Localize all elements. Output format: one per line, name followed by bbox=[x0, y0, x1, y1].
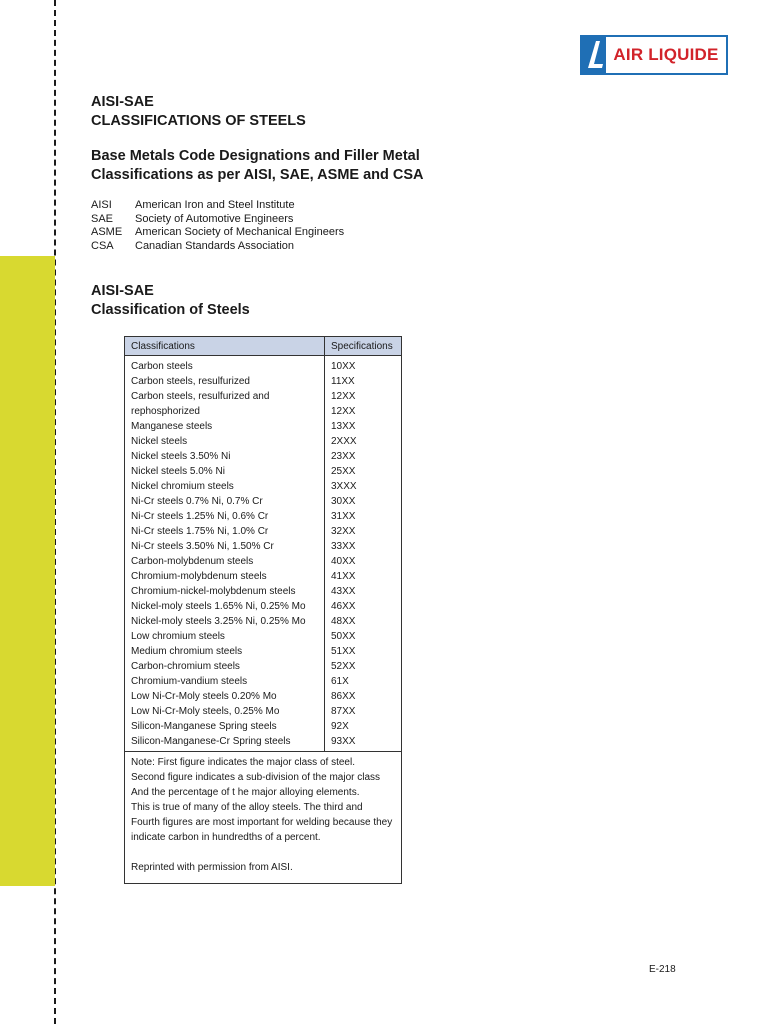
classification-cell: Carbon-chromium steels bbox=[125, 659, 325, 674]
specification-cell: 43XX bbox=[325, 584, 402, 599]
table-row bbox=[125, 704, 402, 719]
specification-cell: 41XX bbox=[325, 569, 402, 584]
table-row bbox=[125, 374, 402, 389]
classification-cell: Silicon-Manganese Spring steels bbox=[125, 719, 325, 734]
classification-cell: Low chromium steels bbox=[125, 629, 325, 644]
abbreviation-code: AISI bbox=[91, 199, 112, 211]
classification-cell: Low Ni-Cr-Moly steels 0.20% Mo bbox=[125, 689, 325, 704]
note-line: Reprinted with permission from AISI. bbox=[131, 862, 293, 873]
specification-cell: 30XX bbox=[325, 494, 402, 509]
section-title-line2: Classification of Steels bbox=[91, 302, 250, 318]
specification-cell: 23XX bbox=[325, 449, 402, 464]
classification-cell: Chromium-molybdenum steels bbox=[125, 569, 325, 584]
classification-cell: Nickel-moly steels 3.25% Ni, 0.25% Mo bbox=[125, 614, 325, 629]
note-line: And the percentage of t he major alloying elements. bbox=[131, 787, 360, 798]
classification-cell: Ni-Cr steels 1.25% Ni, 0.6% Cr bbox=[125, 509, 325, 524]
classification-cell: Chromium-vandium steels bbox=[125, 674, 325, 689]
specification-cell: 86XX bbox=[325, 689, 402, 704]
main-title-line2: CLASSIFICATIONS OF STEELS bbox=[91, 113, 306, 129]
specification-cell: 11XX bbox=[325, 374, 402, 389]
table-row bbox=[125, 674, 402, 689]
specification-cell: 61X bbox=[325, 674, 402, 689]
table-row bbox=[125, 479, 402, 494]
classification-cell: Carbon-molybdenum steels bbox=[125, 554, 325, 569]
specification-cell: 2XXX bbox=[325, 434, 402, 449]
specification-cell: 93XX bbox=[325, 734, 402, 752]
table-row bbox=[125, 554, 402, 569]
side-color-band bbox=[0, 256, 55, 886]
table-row bbox=[125, 614, 402, 629]
table-row bbox=[125, 356, 402, 375]
header-specifications: Specifications bbox=[325, 337, 402, 356]
header-classifications: Classifications bbox=[125, 337, 325, 356]
classification-cell: Nickel steels 3.50% Ni bbox=[125, 449, 325, 464]
subtitle-line1: Base Metals Code Designations and Filler Metal bbox=[91, 148, 420, 164]
note-line: indicate carbon in hundredths of a percent. bbox=[131, 832, 321, 843]
note-row bbox=[125, 752, 402, 884]
specification-cell: 52XX bbox=[325, 659, 402, 674]
note-line: Fourth figures are most important for welding because they bbox=[131, 817, 393, 828]
table-row bbox=[125, 539, 402, 554]
classification-cell: Manganese steels bbox=[125, 419, 325, 434]
classification-cell: Medium chromium steels bbox=[125, 644, 325, 659]
table-row bbox=[125, 569, 402, 584]
table-row bbox=[125, 629, 402, 644]
abbreviation-row bbox=[91, 240, 344, 254]
abbreviation-name: American Society of Mechanical Engineers bbox=[135, 226, 345, 239]
specification-cell: 50XX bbox=[325, 629, 402, 644]
table-note bbox=[125, 752, 402, 884]
note-line: Note: First figure indicates the major class of steel. bbox=[131, 757, 355, 768]
table-row bbox=[125, 689, 402, 704]
table-row bbox=[125, 434, 402, 449]
classification-cell: Carbon steels, resulfurized and bbox=[125, 389, 325, 404]
abbreviation-code: CSA bbox=[91, 240, 114, 253]
classification-cell: Ni-Cr steels 3.50% Ni, 1.50% Cr bbox=[125, 539, 325, 554]
specification-cell: 51XX bbox=[325, 644, 402, 659]
specification-cell: 13XX bbox=[325, 419, 402, 434]
classification-cell: Low Ni-Cr-Moly steels, 0.25% Mo bbox=[125, 704, 325, 719]
table-row bbox=[125, 734, 402, 752]
classification-cell: Nickel chromium steels bbox=[125, 479, 325, 494]
classification-cell: Carbon steels, resulfurized bbox=[125, 374, 325, 389]
specification-cell: 31XX bbox=[325, 509, 402, 524]
air-liquide-logo-mark-icon bbox=[580, 35, 606, 75]
classification-cell: Nickel-moly steels 1.65% Ni, 0.25% Mo bbox=[125, 599, 325, 614]
main-title-line1: AISI-SAE bbox=[91, 94, 154, 110]
specification-cell: 48XX bbox=[325, 614, 402, 629]
section-title-line1: AISI-SAE bbox=[91, 283, 154, 299]
logo-text: AIR LIQUIDE bbox=[606, 35, 728, 75]
abbreviation-name: Society of Automotive Engineers bbox=[135, 212, 294, 225]
specification-cell: 10XX bbox=[325, 356, 402, 375]
classification-cell: Nickel steels 5.0% Ni bbox=[125, 464, 325, 479]
table-row bbox=[125, 599, 402, 614]
specification-cell: 25XX bbox=[325, 464, 402, 479]
subtitle-line2: Classifications as per AISI, SAE, ASME and CSA bbox=[91, 167, 424, 183]
table-row bbox=[125, 584, 402, 599]
classification-cell: Ni-Cr steels 1.75% Ni, 1.0% Cr bbox=[125, 524, 325, 539]
table-row bbox=[125, 404, 402, 419]
table-body bbox=[125, 356, 402, 884]
specification-cell: 12XX bbox=[325, 404, 402, 419]
specification-cell: 33XX bbox=[325, 539, 402, 554]
abbreviation-code: ASME bbox=[91, 226, 123, 239]
note-line: This is true of many of the alloy steels. The third and bbox=[131, 802, 363, 813]
specification-cell: 3XXX bbox=[325, 479, 402, 494]
table-row bbox=[125, 524, 402, 539]
specification-cell: 40XX bbox=[325, 554, 402, 569]
abbreviation-row bbox=[91, 199, 344, 213]
specification-cell: 92X bbox=[325, 719, 402, 734]
specification-cell: 32XX bbox=[325, 524, 402, 539]
specification-cell: 87XX bbox=[325, 704, 402, 719]
specification-cell: 12XX bbox=[325, 389, 402, 404]
classification-cell: Carbon steels bbox=[125, 356, 325, 375]
subtitle bbox=[91, 147, 424, 185]
table-row bbox=[125, 509, 402, 524]
classification-cell: Chromium-nickel-molybdenum steels bbox=[125, 584, 325, 599]
table-row bbox=[125, 449, 402, 464]
classification-cell: Ni-Cr steels 0.7% Ni, 0.7% Cr bbox=[125, 494, 325, 509]
abbreviation-name: American Iron and Steel Institute bbox=[135, 199, 295, 211]
abbreviation-code: SAE bbox=[91, 212, 114, 225]
table-row bbox=[125, 659, 402, 674]
classification-cell: rephosphorized bbox=[125, 404, 325, 419]
abbreviation-row bbox=[91, 226, 344, 240]
note-line bbox=[131, 845, 395, 860]
air-liquide-logo bbox=[580, 35, 728, 75]
table-row bbox=[125, 494, 402, 509]
table-row bbox=[125, 719, 402, 734]
table-row bbox=[125, 644, 402, 659]
abbreviation-name: Canadian Standards Association bbox=[135, 240, 294, 253]
table-row bbox=[125, 389, 402, 404]
classification-cell: Nickel steels bbox=[125, 434, 325, 449]
specification-cell: 46XX bbox=[325, 599, 402, 614]
section-title bbox=[91, 282, 250, 320]
page-number: E-218 bbox=[649, 964, 676, 975]
abbreviation-row bbox=[91, 213, 344, 227]
note-line: Second figure indicates a sub-division of the major class bbox=[131, 772, 381, 783]
table-header-row bbox=[125, 337, 402, 356]
classification-cell: Silicon-Manganese-Cr Spring steels bbox=[125, 734, 325, 752]
abbreviation-list bbox=[91, 199, 344, 254]
steel-classification-table bbox=[124, 336, 402, 884]
table-row bbox=[125, 419, 402, 434]
table-row bbox=[125, 464, 402, 479]
main-title bbox=[91, 93, 306, 131]
